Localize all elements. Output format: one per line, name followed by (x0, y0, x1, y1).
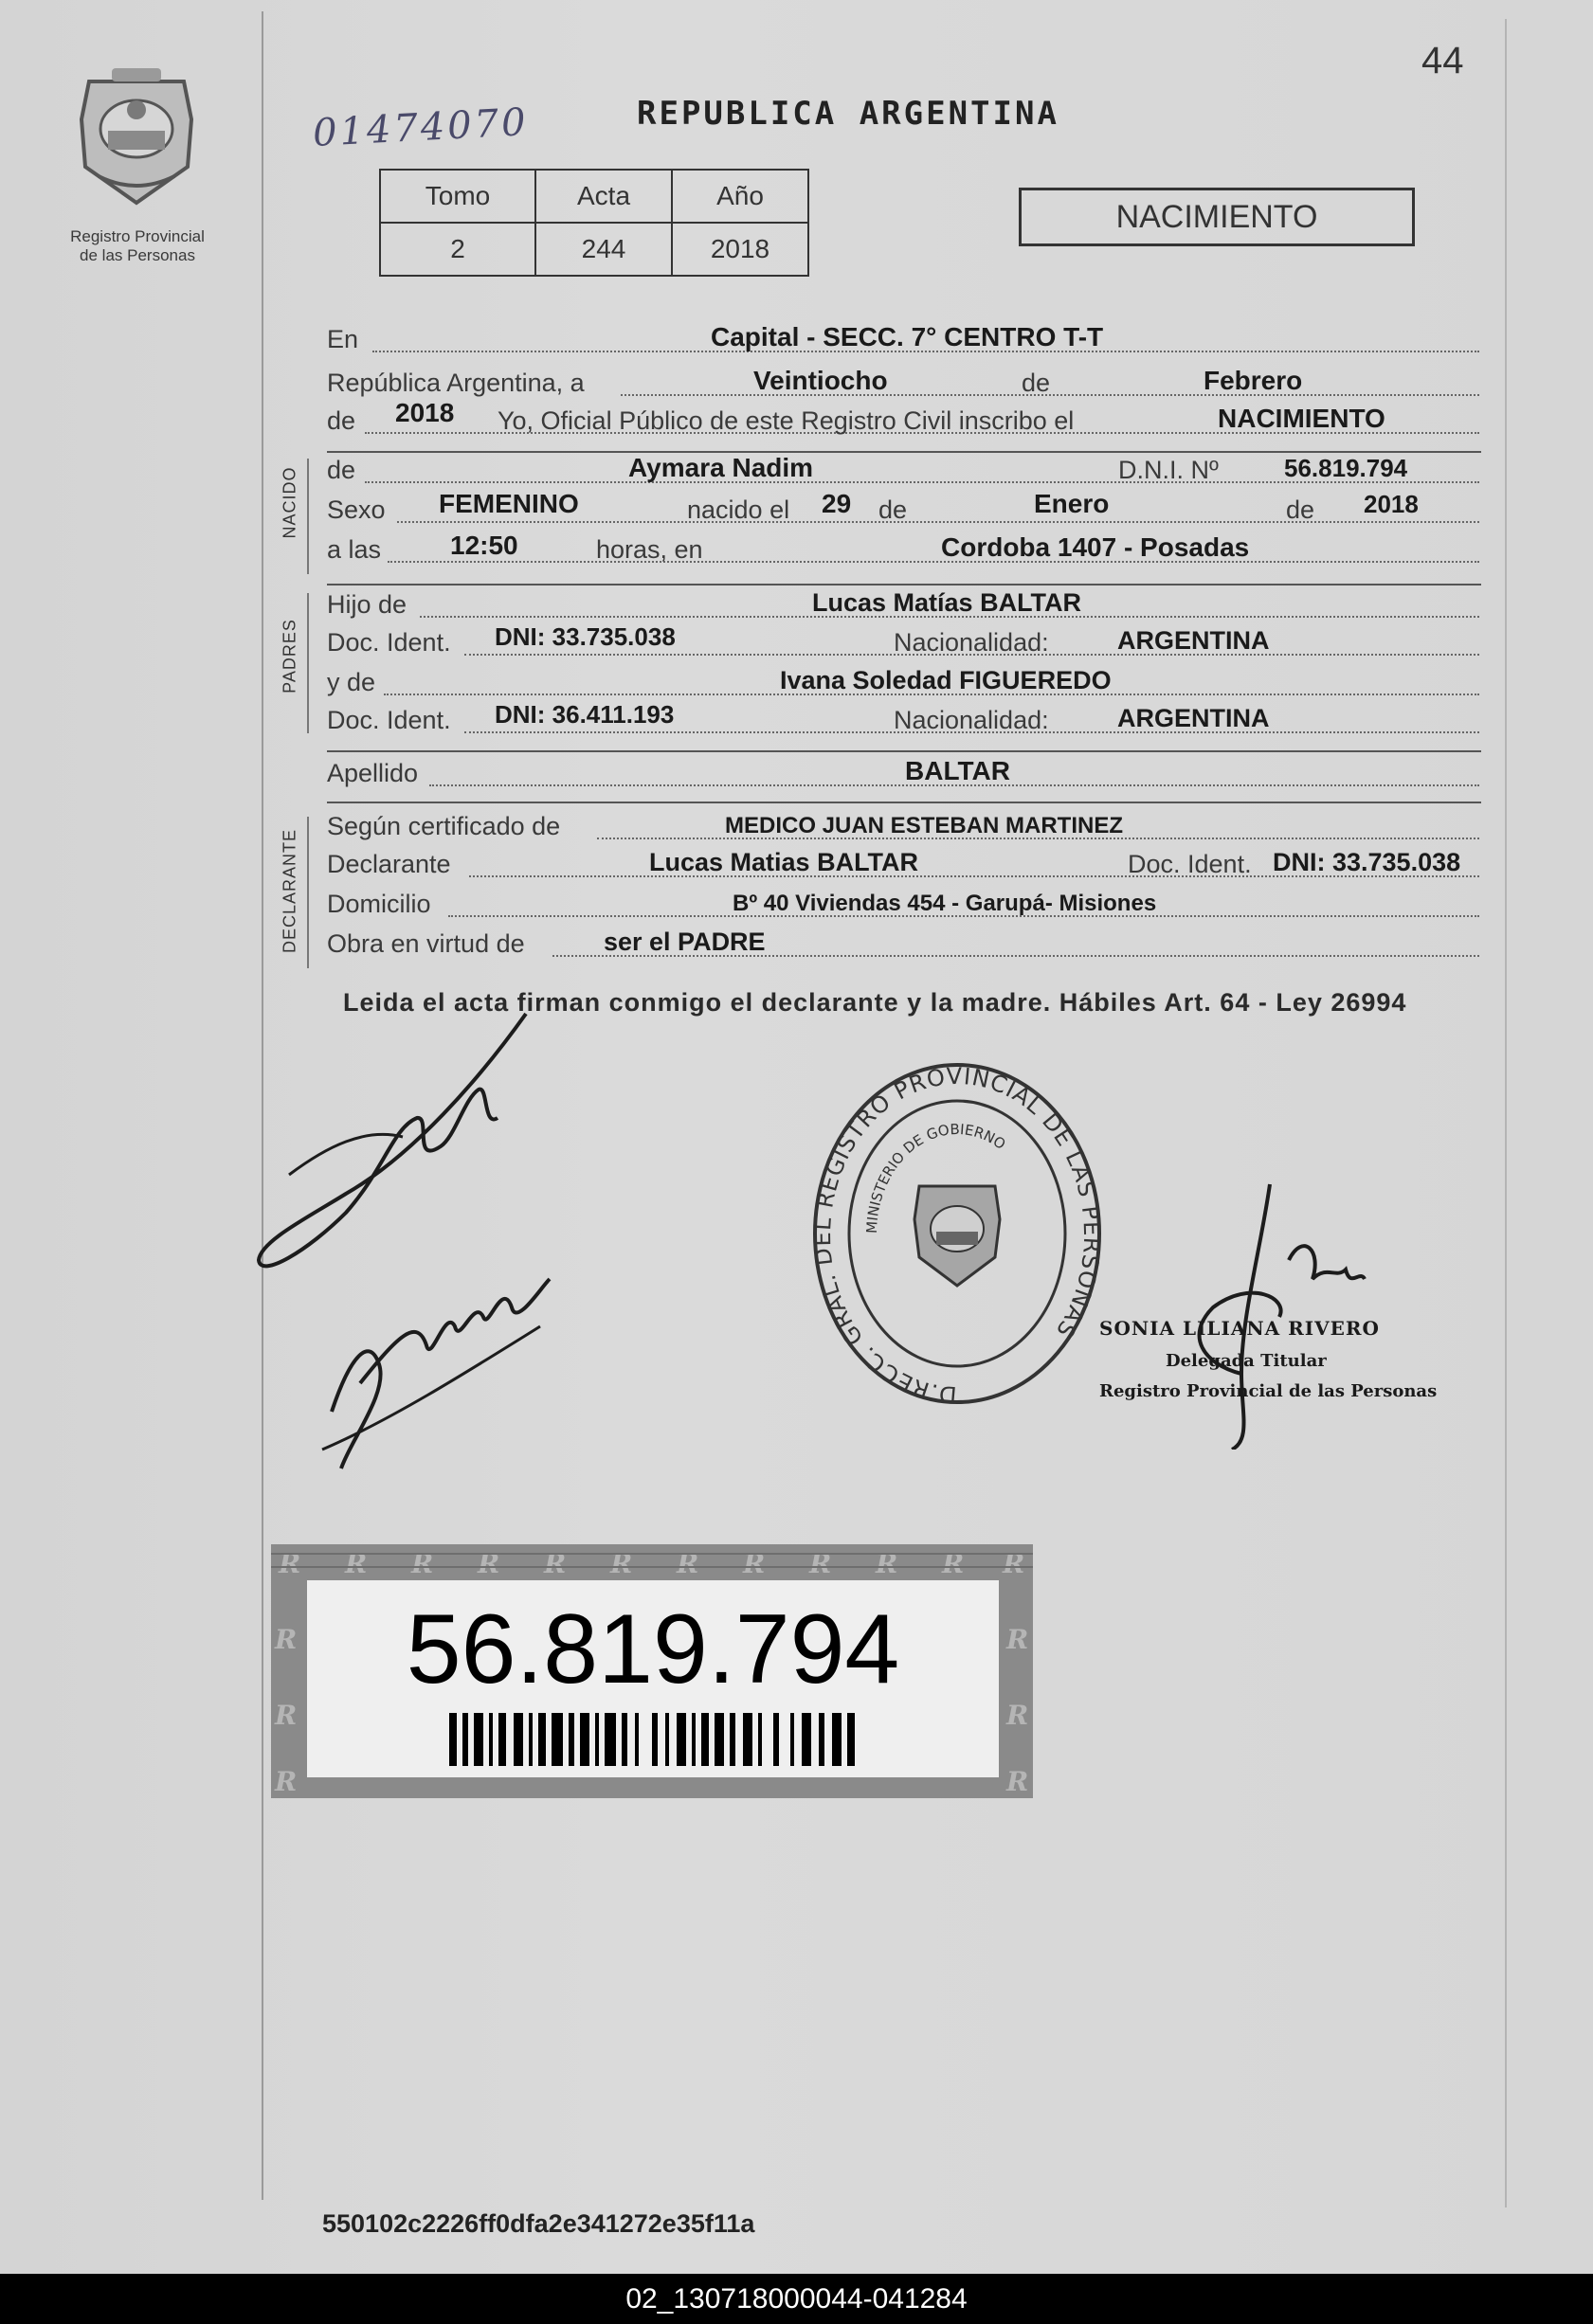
svg-text:R: R (275, 1700, 298, 1731)
doc-ident-label-3: Doc. Ident. (1128, 850, 1252, 878)
closing-statement: Leida el acta firman conmigo el declarante y la madre. Hábiles Art. 64 - Ley 26994 (343, 988, 1407, 1017)
anio-header: Año (672, 170, 808, 223)
birth-month: Enero (1034, 489, 1110, 518)
father-name: Lucas Matías BALTAR (812, 588, 1082, 617)
mother-doc: DNI: 36.411.193 (495, 700, 675, 729)
stamp-shield-icon (914, 1186, 1000, 1286)
declarante-value: Lucas Matias BALTAR (649, 848, 919, 876)
svg-text:R: R (478, 1548, 500, 1579)
registrar-name: SONIA LILIANA RIVERO (1099, 1317, 1380, 1340)
de-label-2: de (878, 495, 908, 524)
nacionalidad-label-2: Nacionalidad: (894, 706, 1049, 734)
tomo-value: 2 (380, 223, 535, 276)
side-label-declarante: DECLARANTE (280, 828, 299, 954)
barcode-inner-label (307, 1580, 999, 1777)
document-title: REPUBLICA ARGENTINA (637, 95, 1059, 133)
declarante-doc: DNI: 33.735.038 (1273, 848, 1461, 876)
sexo-value: FEMENINO (439, 489, 579, 518)
obra-label: Obra en virtud de (327, 929, 525, 958)
registrar-office: Registro Provincial de las Personas (1099, 1381, 1438, 1401)
dni-value: 56.819.794 (1284, 454, 1408, 482)
declarante-label: Declarante (327, 850, 451, 878)
stamp-inner-text: MINISTERIO DE GOBIERNO (862, 1120, 1009, 1234)
svg-text:R: R (1006, 1624, 1029, 1655)
row-republica (327, 364, 1479, 402)
de-year-label: de (327, 406, 356, 435)
nacido-bracket (307, 459, 309, 574)
apellido-value: BALTAR (905, 756, 1010, 785)
month-value: Febrero (1204, 366, 1303, 395)
row-mother-doc (327, 701, 1479, 739)
father-doc: DNI: 33.735.038 (495, 622, 676, 651)
inscribe-value: NACIMIENTO (1218, 404, 1385, 433)
official-stamp (806, 1054, 1109, 1414)
registrar-signature (1099, 1175, 1421, 1450)
handwritten-number: 01474070 (311, 100, 530, 155)
row-apellido (327, 754, 1479, 792)
svg-text:R: R (809, 1548, 832, 1579)
svg-text:R: R (275, 1766, 298, 1797)
coat-of-arms-logo (61, 63, 212, 214)
row-domicilio (327, 885, 1479, 923)
section-separator (327, 750, 1481, 752)
padres-bracket (307, 593, 309, 733)
alas-label: a las (327, 535, 382, 564)
time-value: 12:50 (450, 531, 518, 560)
nacionalidad-label: Nacionalidad: (894, 628, 1049, 657)
side-label-padres: PADRES (280, 619, 299, 694)
obra-value: ser el PADRE (604, 928, 766, 956)
section-separator (327, 802, 1481, 803)
horas-label: horas, en (596, 535, 703, 564)
segun-label: Según certificado de (327, 812, 561, 840)
de-name-label: de (327, 456, 356, 484)
domicilio-value: Bº 40 Viviendas 454 - Garupá- Misiones (733, 891, 1157, 916)
svg-text:R: R (743, 1548, 766, 1579)
svg-text:R: R (1006, 1766, 1029, 1797)
registrar-signature-block (1099, 1175, 1438, 1450)
svg-text:R: R (677, 1548, 699, 1579)
mother-nationality: ARGENTINA (1117, 704, 1270, 732)
tomo-header: Tomo (380, 170, 535, 223)
de-label: de (1022, 369, 1051, 397)
de-label-3: de (1286, 495, 1315, 524)
sexo-label: Sexo (327, 495, 386, 524)
barcode-number: 56.819.794 (406, 1594, 900, 1704)
row-en (327, 320, 1479, 358)
barcode-bars (449, 1713, 857, 1766)
dni-label: D.N.I. Nº (1118, 456, 1219, 484)
year-value: 2018 (395, 398, 455, 427)
acta-value: 244 (535, 223, 672, 276)
hijo-label: Hijo de (327, 590, 407, 619)
registry-table (379, 169, 809, 277)
domicilio-label: Domicilio (327, 890, 431, 918)
row-segun (327, 807, 1479, 845)
row-declarante (327, 845, 1479, 883)
row-name (327, 451, 1479, 489)
row-inscribe (327, 398, 1479, 440)
stamp-outer-text: D.RECC. GRAL. DEL REGISTRO PROVINCIAL DE LAS PERSONAS (808, 1062, 1106, 1409)
doc-ident-label: Doc. Ident. (327, 628, 451, 657)
father-nationality: ARGENTINA (1117, 626, 1270, 655)
segun-value: MEDICO JUAN ESTEBAN MARTINEZ (725, 813, 1124, 838)
svg-text:R: R (1003, 1548, 1025, 1579)
logo-caption (38, 227, 237, 265)
row-mother (327, 663, 1479, 701)
birth-year: 2018 (1364, 490, 1419, 518)
yde-label: y de (327, 668, 376, 696)
svg-text:R: R (544, 1548, 567, 1579)
svg-text:R: R (279, 1548, 301, 1579)
row-father-doc (327, 623, 1479, 661)
svg-text:R: R (876, 1548, 898, 1579)
apellido-label: Apellido (327, 759, 419, 787)
barcode-label (271, 1544, 1033, 1798)
row-time (327, 531, 1479, 568)
birth-day: 29 (822, 489, 852, 518)
place-value: Cordoba 1407 - Posadas (941, 532, 1250, 562)
en-value: Capital - SECC. 7° CENTRO T-T (711, 322, 1104, 351)
republica-label: República Argentina, a (327, 369, 585, 397)
row-obra (327, 925, 1479, 963)
logo-caption-line-2: de las Personas (80, 246, 195, 264)
declarante-bracket (307, 817, 309, 968)
inscribe-text: Yo, Oficial Público de este Registro Civil inscribo el (498, 406, 1075, 435)
svg-text:R: R (411, 1548, 434, 1579)
nacido-label: nacido el (687, 495, 790, 524)
mother-name: Ivana Soledad FIGUEREDO (780, 666, 1112, 694)
acta-header: Acta (535, 170, 672, 223)
row-hijo (327, 586, 1479, 623)
dotted-line (397, 521, 1479, 523)
en-label: En (327, 325, 359, 353)
side-label-nacido: NACIDO (280, 466, 299, 539)
document-hash: 550102c2226ff0dfa2e341272e35f11a (322, 2209, 755, 2238)
svg-text:R: R (610, 1548, 633, 1579)
document-kind-box: NACIMIENTO (1019, 188, 1415, 246)
svg-text:R: R (275, 1624, 298, 1655)
logo-caption-line-1: Registro Provincial (70, 227, 205, 245)
doc-ident-label-2: Doc. Ident. (327, 706, 451, 734)
svg-text:R: R (1006, 1700, 1029, 1731)
anio-value: 2018 (672, 223, 808, 276)
day-value: Veintiocho (753, 366, 888, 395)
child-name: Aymara Nadim (628, 453, 814, 482)
svg-text:R: R (942, 1548, 965, 1579)
scan-footer-id: 02_130718000044-041284 (0, 2274, 1593, 2324)
mother-signature (313, 1222, 559, 1487)
dotted-line (388, 561, 1479, 563)
registrar-role: Delegada Titular (1166, 1351, 1327, 1371)
page-number: 44 (1421, 40, 1464, 81)
svg-text:R: R (345, 1548, 368, 1579)
row-sexo (327, 491, 1479, 529)
right-margin-line (1505, 19, 1507, 2207)
